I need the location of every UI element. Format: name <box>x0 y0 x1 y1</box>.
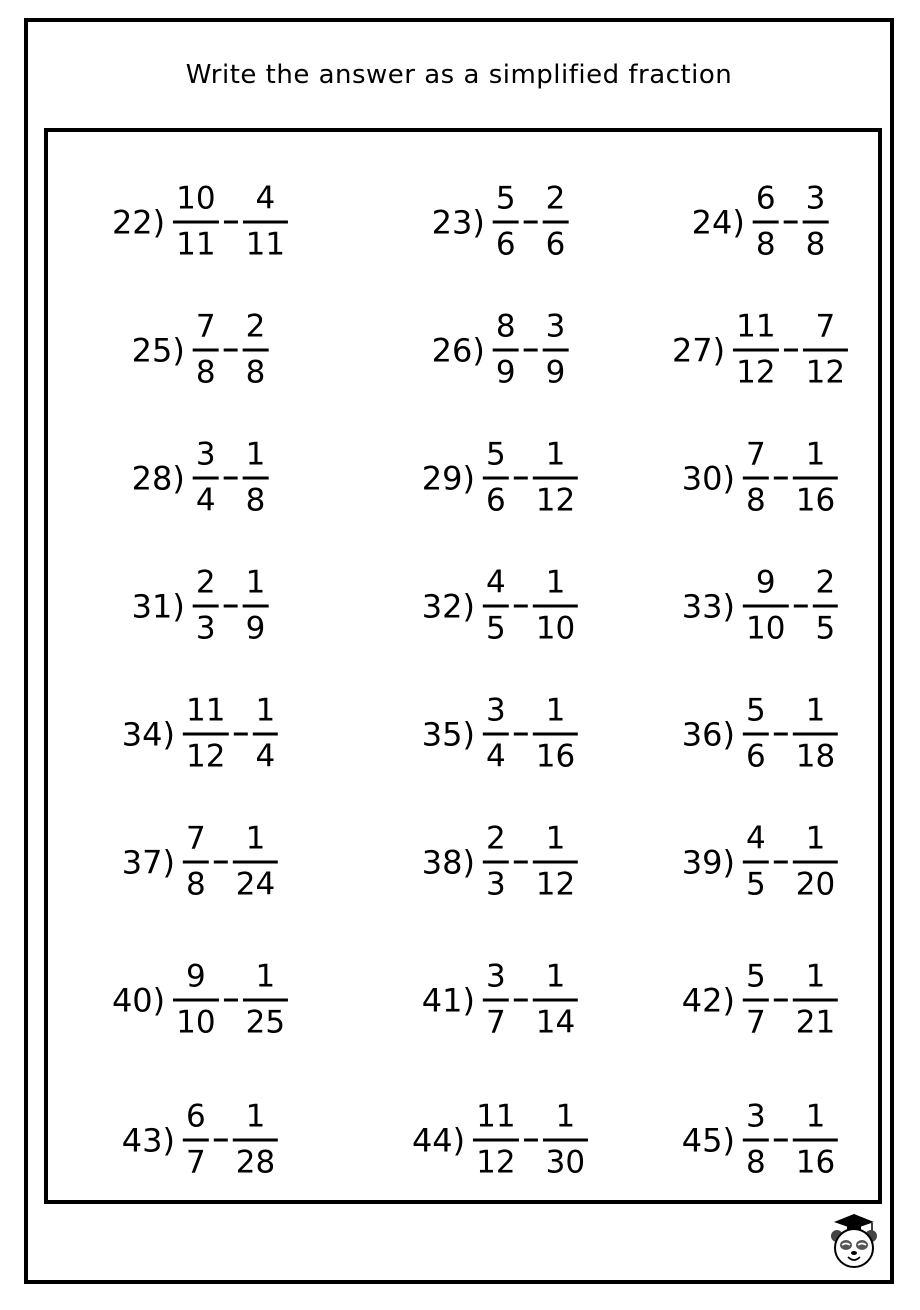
problem-item <box>671 308 848 391</box>
problem-number: 26) <box>431 331 485 369</box>
problem-number: 35) <box>421 715 476 753</box>
second-fraction <box>243 180 288 263</box>
numerator: 1 <box>805 436 826 473</box>
minus-sign <box>774 1139 788 1142</box>
denominator: 8 <box>186 866 206 903</box>
second-fraction <box>233 1098 278 1181</box>
numerator: 3 <box>195 436 216 473</box>
numerator: 3 <box>746 1098 766 1135</box>
second-fraction <box>533 436 578 519</box>
first-fraction <box>743 436 769 519</box>
denominator: 30 <box>545 1144 586 1181</box>
denominator: 7 <box>186 1144 206 1181</box>
first-fraction <box>743 692 769 775</box>
problem-item <box>111 180 288 263</box>
numerator: 1 <box>805 692 826 729</box>
problem-number: 32) <box>421 587 476 625</box>
minus-sign <box>514 605 528 608</box>
second-fraction <box>533 820 578 903</box>
minus-sign <box>524 1139 538 1142</box>
denominator: 7 <box>486 1004 506 1041</box>
problem-number: 25) <box>131 331 185 369</box>
problem-item <box>431 308 569 391</box>
denominator: 12 <box>535 866 576 903</box>
problem-item <box>421 820 578 903</box>
numerator: 2 <box>195 564 216 601</box>
problem-number: 27) <box>671 331 726 369</box>
second-fraction <box>803 308 848 391</box>
problem-item <box>681 564 838 647</box>
first-fraction <box>183 1098 209 1181</box>
denominator: 8 <box>755 226 776 263</box>
problems-panel <box>44 128 882 1204</box>
second-fraction <box>533 564 578 647</box>
problem-number: 30) <box>681 459 736 497</box>
second-fraction <box>543 180 569 263</box>
minus-sign <box>224 605 238 608</box>
second-fraction <box>533 692 578 775</box>
denominator: 16 <box>795 1144 836 1181</box>
denominator: 7 <box>746 1004 766 1041</box>
problem-number: 34) <box>121 715 176 753</box>
minus-sign <box>524 349 538 352</box>
denominator: 20 <box>795 866 836 903</box>
problem-number: 36) <box>681 715 736 753</box>
denominator: 14 <box>535 1004 576 1041</box>
problem-item <box>681 436 838 519</box>
minus-sign <box>514 477 528 480</box>
problem-item <box>421 436 578 519</box>
denominator: 6 <box>495 226 516 263</box>
minus-sign <box>514 999 528 1002</box>
instruction-text: Write the answer as a simplified fraction <box>185 60 733 90</box>
numerator: 1 <box>245 820 266 857</box>
problem-number: 45) <box>681 1121 736 1159</box>
denominator: 11 <box>176 226 216 263</box>
denominator: 25 <box>245 1004 286 1041</box>
denominator: 8 <box>245 482 266 519</box>
numerator: 5 <box>746 692 766 729</box>
denominator: 21 <box>795 1004 836 1041</box>
minus-sign <box>214 1139 228 1142</box>
numerator: 1 <box>545 958 566 995</box>
problem-item <box>681 1098 838 1181</box>
first-fraction <box>193 308 219 391</box>
problem-item <box>691 180 829 263</box>
numerator: 4 <box>486 564 506 601</box>
first-fraction <box>473 1098 518 1181</box>
numerator: 1 <box>805 1098 826 1135</box>
numerator: 2 <box>545 180 566 217</box>
second-fraction <box>793 436 838 519</box>
problem-number: 24) <box>691 203 745 241</box>
numerator: 1 <box>245 564 266 601</box>
denominator: 4 <box>255 738 276 775</box>
denominator: 12 <box>805 354 846 391</box>
second-fraction <box>243 958 288 1041</box>
minus-sign <box>514 733 528 736</box>
minus-sign <box>214 861 228 864</box>
denominator: 16 <box>795 482 836 519</box>
numerator: 6 <box>186 1098 206 1135</box>
minus-sign <box>774 733 788 736</box>
numerator: 9 <box>755 564 776 601</box>
second-fraction <box>252 692 278 775</box>
problem-item <box>431 180 569 263</box>
problem-number: 29) <box>421 459 476 497</box>
problem-number: 22) <box>111 203 166 241</box>
minus-sign <box>224 999 238 1002</box>
numerator: 5 <box>495 180 516 217</box>
first-fraction <box>743 958 769 1041</box>
denominator: 3 <box>195 610 216 647</box>
numerator: 1 <box>255 692 276 729</box>
problem-item <box>131 436 269 519</box>
denominator: 8 <box>746 1144 766 1181</box>
denominator: 9 <box>245 610 266 647</box>
first-fraction <box>173 958 218 1041</box>
minus-sign <box>524 221 538 224</box>
denominator: 10 <box>746 610 786 647</box>
second-fraction <box>233 820 278 903</box>
denominator: 5 <box>746 866 766 903</box>
minus-sign <box>774 861 788 864</box>
numerator: 3 <box>486 692 506 729</box>
numerator: 3 <box>486 958 506 995</box>
numerator: 1 <box>245 1098 266 1135</box>
numerator: 1 <box>805 820 826 857</box>
numerator: 4 <box>255 180 276 217</box>
numerator: 2 <box>486 820 506 857</box>
problem-number: 44) <box>411 1121 466 1159</box>
problem-number: 40) <box>111 981 166 1019</box>
numerator: 6 <box>755 180 776 217</box>
minus-sign <box>793 605 807 608</box>
numerator: 1 <box>545 692 566 729</box>
denominator: 6 <box>486 482 506 519</box>
minus-sign <box>224 349 238 352</box>
first-fraction <box>193 564 219 647</box>
problem-number: 31) <box>131 587 185 625</box>
worksheet-page <box>24 18 894 1284</box>
problem-item <box>421 692 578 775</box>
numerator: 11 <box>476 1098 516 1135</box>
denominator: 24 <box>235 866 276 903</box>
first-fraction <box>493 180 519 263</box>
denominator: 28 <box>235 1144 276 1181</box>
denominator: 3 <box>486 866 506 903</box>
second-fraction <box>793 692 838 775</box>
first-fraction <box>733 308 778 391</box>
graduate-panda-icon <box>828 1212 880 1270</box>
second-fraction <box>793 820 838 903</box>
numerator: 5 <box>746 958 766 995</box>
problem-item <box>421 958 578 1041</box>
numerator: 7 <box>195 308 216 345</box>
second-fraction <box>243 436 269 519</box>
problems-grid <box>48 132 878 1200</box>
minus-sign <box>224 221 238 224</box>
problem-item <box>411 1098 588 1181</box>
numerator: 2 <box>815 564 836 601</box>
denominator: 8 <box>805 226 826 263</box>
numerator: 1 <box>555 1098 576 1135</box>
problem-number: 28) <box>131 459 185 497</box>
first-fraction <box>183 692 228 775</box>
numerator: 11 <box>736 308 776 345</box>
denominator: 12 <box>736 354 776 391</box>
denominator: 10 <box>535 610 576 647</box>
problem-number: 23) <box>431 203 485 241</box>
first-fraction <box>483 820 509 903</box>
first-fraction <box>493 308 519 391</box>
numerator: 8 <box>495 308 516 345</box>
first-fraction <box>743 564 788 647</box>
denominator: 16 <box>535 738 576 775</box>
denominator: 8 <box>245 354 266 391</box>
denominator: 12 <box>476 1144 516 1181</box>
problem-item <box>681 820 838 903</box>
problem-number: 33) <box>681 587 736 625</box>
denominator: 11 <box>245 226 286 263</box>
numerator: 2 <box>245 308 266 345</box>
problem-item <box>121 1098 278 1181</box>
problem-number: 41) <box>421 981 476 1019</box>
problem-item <box>121 692 278 775</box>
denominator: 10 <box>176 1004 216 1041</box>
denominator: 8 <box>195 354 216 391</box>
numerator: 1 <box>255 958 276 995</box>
problem-number: 43) <box>121 1121 176 1159</box>
minus-sign <box>784 221 798 224</box>
minus-sign <box>233 733 247 736</box>
denominator: 4 <box>486 738 506 775</box>
numerator: 1 <box>545 820 566 857</box>
numerator: 5 <box>486 436 506 473</box>
problem-number: 42) <box>681 981 736 1019</box>
denominator: 5 <box>815 610 836 647</box>
second-fraction <box>243 308 269 391</box>
denominator: 4 <box>195 482 216 519</box>
problem-item <box>421 564 578 647</box>
denominator: 6 <box>545 226 566 263</box>
minus-sign <box>224 477 238 480</box>
second-fraction <box>543 1098 588 1181</box>
numerator: 1 <box>545 436 566 473</box>
second-fraction <box>793 1098 838 1181</box>
first-fraction <box>743 1098 769 1181</box>
minus-sign <box>514 861 528 864</box>
numerator: 10 <box>176 180 216 217</box>
numerator: 1 <box>545 564 566 601</box>
first-fraction <box>483 692 509 775</box>
denominator: 9 <box>545 354 566 391</box>
minus-sign <box>774 999 788 1002</box>
numerator: 4 <box>746 820 766 857</box>
problem-item <box>131 564 269 647</box>
first-fraction <box>183 820 209 903</box>
minus-sign <box>774 477 788 480</box>
numerator: 7 <box>186 820 206 857</box>
denominator: 9 <box>495 354 516 391</box>
denominator: 5 <box>486 610 506 647</box>
problem-number: 39) <box>681 843 736 881</box>
second-fraction <box>793 958 838 1041</box>
first-fraction <box>753 180 779 263</box>
first-fraction <box>483 436 509 519</box>
first-fraction <box>193 436 219 519</box>
numerator: 7 <box>815 308 836 345</box>
problem-item <box>121 820 278 903</box>
denominator: 8 <box>746 482 766 519</box>
first-fraction <box>173 180 218 263</box>
first-fraction <box>483 564 509 647</box>
numerator: 11 <box>186 692 226 729</box>
numerator: 7 <box>746 436 766 473</box>
denominator: 12 <box>186 738 226 775</box>
numerator: 1 <box>245 436 266 473</box>
second-fraction <box>803 180 829 263</box>
numerator: 1 <box>805 958 826 995</box>
minus-sign <box>784 349 798 352</box>
second-fraction <box>543 308 569 391</box>
problem-item <box>681 692 838 775</box>
problem-item <box>111 958 288 1041</box>
denominator: 18 <box>795 738 836 775</box>
second-fraction <box>812 564 838 647</box>
second-fraction <box>243 564 269 647</box>
problem-number: 37) <box>121 843 176 881</box>
problem-item <box>681 958 838 1041</box>
second-fraction <box>533 958 578 1041</box>
first-fraction <box>743 820 769 903</box>
numerator: 3 <box>805 180 826 217</box>
numerator: 3 <box>545 308 566 345</box>
numerator: 9 <box>186 958 206 995</box>
denominator: 6 <box>746 738 766 775</box>
problem-number: 38) <box>421 843 476 881</box>
denominator: 12 <box>535 482 576 519</box>
first-fraction <box>483 958 509 1041</box>
problem-item <box>131 308 269 391</box>
